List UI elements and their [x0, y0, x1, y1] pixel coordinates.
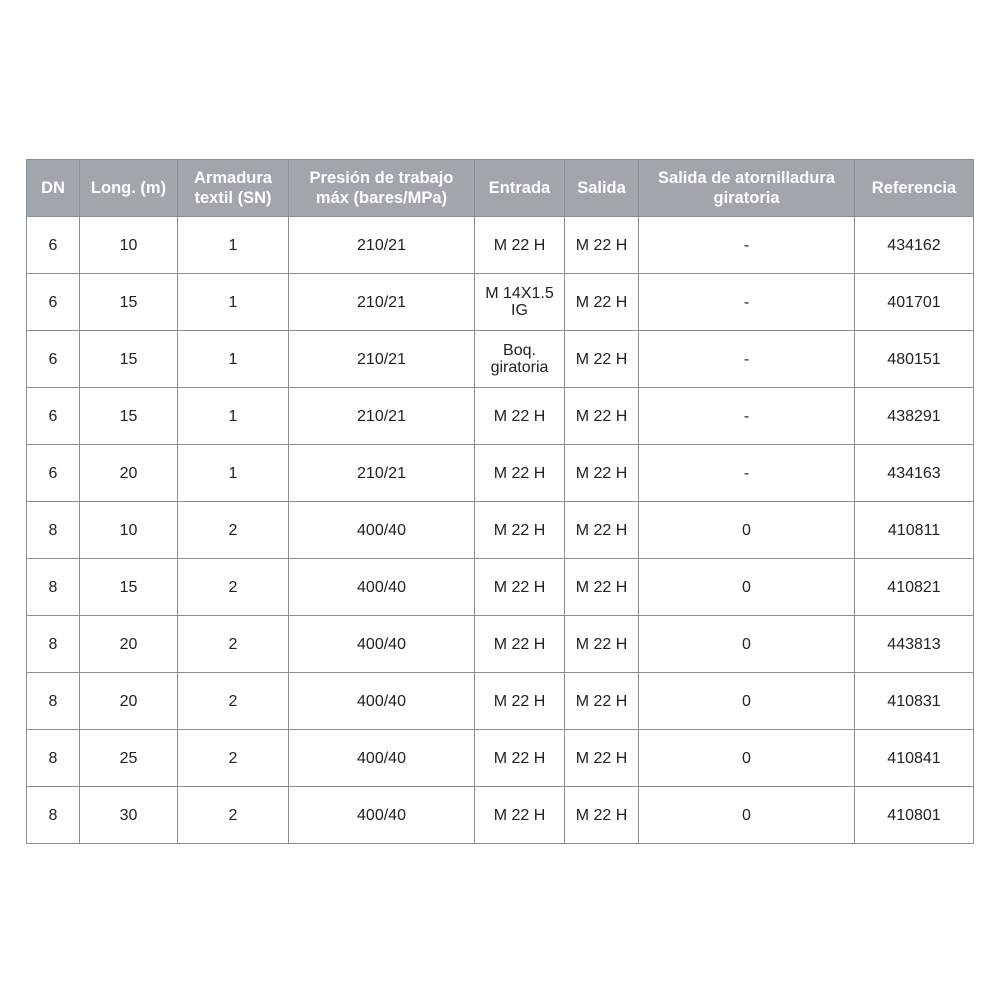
cell-swivel-outlet: - [639, 217, 855, 274]
cell-max-pressure: 400/40 [289, 502, 475, 559]
cell-swivel-outlet: 0 [639, 673, 855, 730]
cell-swivel-outlet: 0 [639, 502, 855, 559]
cell-swivel-outlet: 0 [639, 787, 855, 844]
cell-swivel-outlet: 0 [639, 616, 855, 673]
spec-table [26, 159, 974, 844]
cell-textile-armor: 2 [178, 673, 289, 730]
cell-swivel-outlet: - [639, 274, 855, 331]
cell-textile-armor: 1 [178, 274, 289, 331]
cell-max-pressure: 210/21 [289, 445, 475, 502]
table-row [27, 445, 974, 502]
cell-outlet: M 22 H [565, 274, 639, 331]
cell-inlet: M 22 H [475, 559, 565, 616]
cell-reference: 410831 [855, 673, 974, 730]
table-row [27, 616, 974, 673]
cell-max-pressure: 210/21 [289, 388, 475, 445]
cell-reference: 443813 [855, 616, 974, 673]
cell-length: 10 [80, 217, 178, 274]
cell-outlet: M 22 H [565, 787, 639, 844]
cell-reference: 410811 [855, 502, 974, 559]
cell-reference: 434163 [855, 445, 974, 502]
cell-dn: 8 [27, 730, 80, 787]
header-textile-armor: Armadura textil (SN) [178, 160, 289, 217]
cell-dn: 8 [27, 616, 80, 673]
cell-swivel-outlet: - [639, 388, 855, 445]
table-row [27, 559, 974, 616]
cell-max-pressure: 210/21 [289, 274, 475, 331]
cell-outlet: M 22 H [565, 445, 639, 502]
cell-inlet: M 22 H [475, 502, 565, 559]
cell-dn: 8 [27, 673, 80, 730]
cell-length: 25 [80, 730, 178, 787]
cell-dn: 6 [27, 445, 80, 502]
cell-max-pressure: 400/40 [289, 673, 475, 730]
cell-outlet: M 22 H [565, 559, 639, 616]
table-row [27, 388, 974, 445]
cell-reference: 410841 [855, 730, 974, 787]
cell-outlet: M 22 H [565, 502, 639, 559]
table-body [27, 217, 974, 844]
cell-length: 20 [80, 445, 178, 502]
cell-length: 10 [80, 502, 178, 559]
cell-inlet: M 22 H [475, 217, 565, 274]
cell-outlet: M 22 H [565, 331, 639, 388]
table-header [27, 160, 974, 217]
cell-length: 20 [80, 673, 178, 730]
cell-max-pressure: 210/21 [289, 217, 475, 274]
table-row [27, 787, 974, 844]
cell-textile-armor: 1 [178, 445, 289, 502]
cell-inlet: M 22 H [475, 388, 565, 445]
header-max-pressure: Presión de trabajo máx (bares/MPa) [289, 160, 475, 217]
header-inlet: Entrada [475, 160, 565, 217]
cell-textile-armor: 2 [178, 787, 289, 844]
cell-dn: 6 [27, 388, 80, 445]
cell-length: 15 [80, 274, 178, 331]
cell-length: 30 [80, 787, 178, 844]
cell-max-pressure: 400/40 [289, 559, 475, 616]
table-row [27, 274, 974, 331]
table-row [27, 217, 974, 274]
cell-max-pressure: 210/21 [289, 331, 475, 388]
cell-outlet: M 22 H [565, 616, 639, 673]
cell-inlet: M 22 H [475, 787, 565, 844]
cell-swivel-outlet: 0 [639, 730, 855, 787]
header-reference: Referencia [855, 160, 974, 217]
header-swivel-outlet: Salida de atornilladura giratoria [639, 160, 855, 217]
cell-max-pressure: 400/40 [289, 730, 475, 787]
table-row [27, 673, 974, 730]
cell-textile-armor: 1 [178, 217, 289, 274]
cell-inlet: Boq. giratoria [475, 331, 565, 388]
cell-length: 20 [80, 616, 178, 673]
cell-inlet: M 22 H [475, 730, 565, 787]
cell-textile-armor: 2 [178, 616, 289, 673]
cell-inlet: M 22 H [475, 673, 565, 730]
cell-max-pressure: 400/40 [289, 616, 475, 673]
header-dn: DN [27, 160, 80, 217]
cell-inlet: M 14X1.5 IG [475, 274, 565, 331]
cell-swivel-outlet: - [639, 445, 855, 502]
header-outlet: Salida [565, 160, 639, 217]
cell-length: 15 [80, 559, 178, 616]
cell-inlet: M 22 H [475, 445, 565, 502]
cell-dn: 6 [27, 274, 80, 331]
cell-outlet: M 22 H [565, 388, 639, 445]
cell-length: 15 [80, 388, 178, 445]
cell-textile-armor: 1 [178, 331, 289, 388]
table-row [27, 730, 974, 787]
cell-dn: 6 [27, 217, 80, 274]
cell-reference: 438291 [855, 388, 974, 445]
cell-max-pressure: 400/40 [289, 787, 475, 844]
cell-reference: 480151 [855, 331, 974, 388]
cell-swivel-outlet: - [639, 331, 855, 388]
cell-textile-armor: 2 [178, 559, 289, 616]
cell-reference: 401701 [855, 274, 974, 331]
cell-inlet: M 22 H [475, 616, 565, 673]
cell-dn: 8 [27, 559, 80, 616]
cell-length: 15 [80, 331, 178, 388]
cell-outlet: M 22 H [565, 217, 639, 274]
header-length: Long. (m) [80, 160, 178, 217]
table-row [27, 502, 974, 559]
cell-reference: 410821 [855, 559, 974, 616]
cell-outlet: M 22 H [565, 730, 639, 787]
cell-reference: 434162 [855, 217, 974, 274]
cell-textile-armor: 2 [178, 502, 289, 559]
cell-reference: 410801 [855, 787, 974, 844]
header-row [27, 160, 974, 217]
cell-swivel-outlet: 0 [639, 559, 855, 616]
cell-textile-armor: 1 [178, 388, 289, 445]
cell-textile-armor: 2 [178, 730, 289, 787]
cell-dn: 8 [27, 787, 80, 844]
cell-outlet: M 22 H [565, 673, 639, 730]
cell-dn: 6 [27, 331, 80, 388]
table-row [27, 331, 974, 388]
cell-dn: 8 [27, 502, 80, 559]
